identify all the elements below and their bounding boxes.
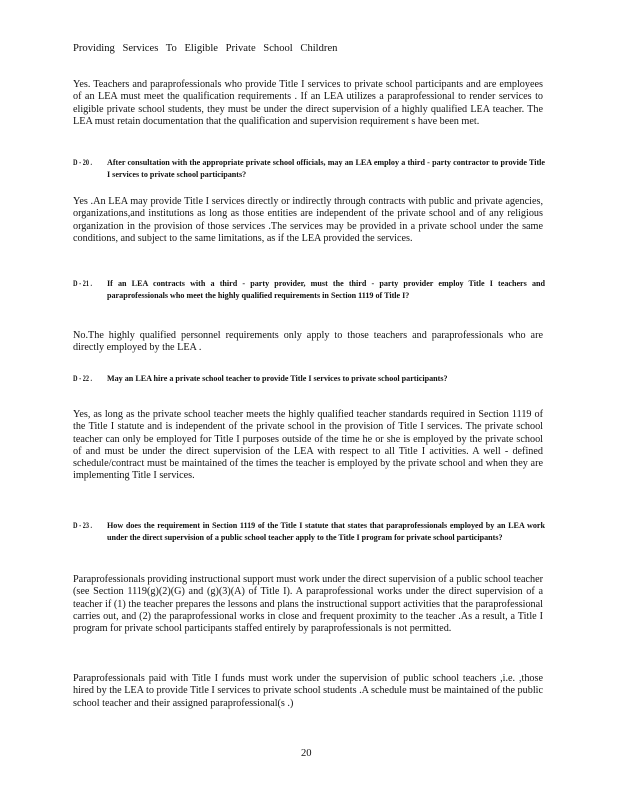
paragraph-text: Yes, as long as the private school teacher meets the highly qualified teacher standards required in Section 1119 of the Title I statute and is independent of the private school in the provision of Title I services. The private school teacher can only be employed for Title I purposes outside of the time he or she is employed by the private school of and must be under the direct supervision of the LEA with respect to all Title I activities. A well - defined schedule/contract must be maintained of the times the teacher is employed by the private school and when they are implementing Title I services. [73, 409, 543, 482]
question-number: D - 22 . [73, 374, 93, 383]
question-d-20 [73, 157, 543, 180]
answer-paragraph [73, 79, 543, 128]
question-text: May an LEA hire a private school teacher to provide Title I services to private school participants? [107, 374, 448, 383]
answer-d-22 [73, 409, 543, 483]
paragraph-text: No.The highly qualified personnel requirements only apply to those teachers and paraprofessionals who are directly employed by the LEA . [73, 330, 543, 354]
question-number: D - 23 . [73, 521, 93, 530]
question-d-21 [73, 278, 543, 301]
question-d-23 [73, 520, 543, 543]
question-text: If an LEA contracts with a third - party provider, must the third - party provider employ Title I teachers and paraprofessionals who meet the highly qualified requirements in Section 1119 of Title I? [107, 279, 545, 300]
question-number: D - 20 . [73, 158, 93, 167]
question-text: After consultation with the appropriate private school officials, may an LEA employ a third - party contractor to provide Title I services to private school participants? [107, 158, 545, 179]
question-text: How does the requirement in Section 1119 of the Title I statute that states that paraprofessionals employed by an LEA work under the direct supervision of a public school teacher apply to the Title I program for private school participants? [107, 521, 545, 542]
page-number: 20 [301, 748, 312, 759]
answer-d-20 [73, 196, 543, 245]
paragraph-text: Yes. Teachers and paraprofessionals who provide Title I services to private school participants and are employees of an LEA must meet the qualification requirements . If an LEA utilizes a paraprofessional to render services to eligible private school students, they must be under the direct supervision of a highly qualified LEA teacher. The LEA must retain documentation that the qualification and supervision requirement s have been met. [73, 79, 543, 127]
paragraph-text: Paraprofessionals providing instructional support must work under the direct supervision of a public school teacher (see Section 1119(g)(2)(G) and (g)(3)(A) of Title I). A paraprofessional works under the direct supervision of a teacher if (1) the teacher prepares the lessons and plans the instructional support activities that the paraprofessional carries out, and (2) the paraprofessional works in close and frequent proximity to the teacher .As a result, a Title I program for private school participants staffed entirely by paraprofessionals is not permitted. [73, 574, 543, 635]
answer-d-21 [73, 330, 543, 355]
paragraph-text: Yes .An LEA may provide Title I services directly or indirectly through contracts with public and private agencies, organizations,and institutions as long as those entities are independent of the private school and of any religious organization in the provision of those services .The services may be provided in a private school under the same conditions, and subject to the same limitations, as if the LEA provided the services. [73, 196, 543, 244]
answer-d-23 [73, 574, 543, 635]
question-number: D - 21 . [73, 279, 93, 288]
paragraph-text: Paraprofessionals paid with Title I funds must work under the supervision of public school teachers ,i.e. ,those hired by the LEA to provide Title I services to private school students .A schedule must be maintained of the public school teacher and their assigned paraprofessional(s .) [73, 673, 543, 709]
question-d-22 [73, 373, 543, 385]
answer-d-23-continued [73, 673, 543, 710]
page-header: Providing Services To Eligible Private School Children [73, 43, 338, 54]
